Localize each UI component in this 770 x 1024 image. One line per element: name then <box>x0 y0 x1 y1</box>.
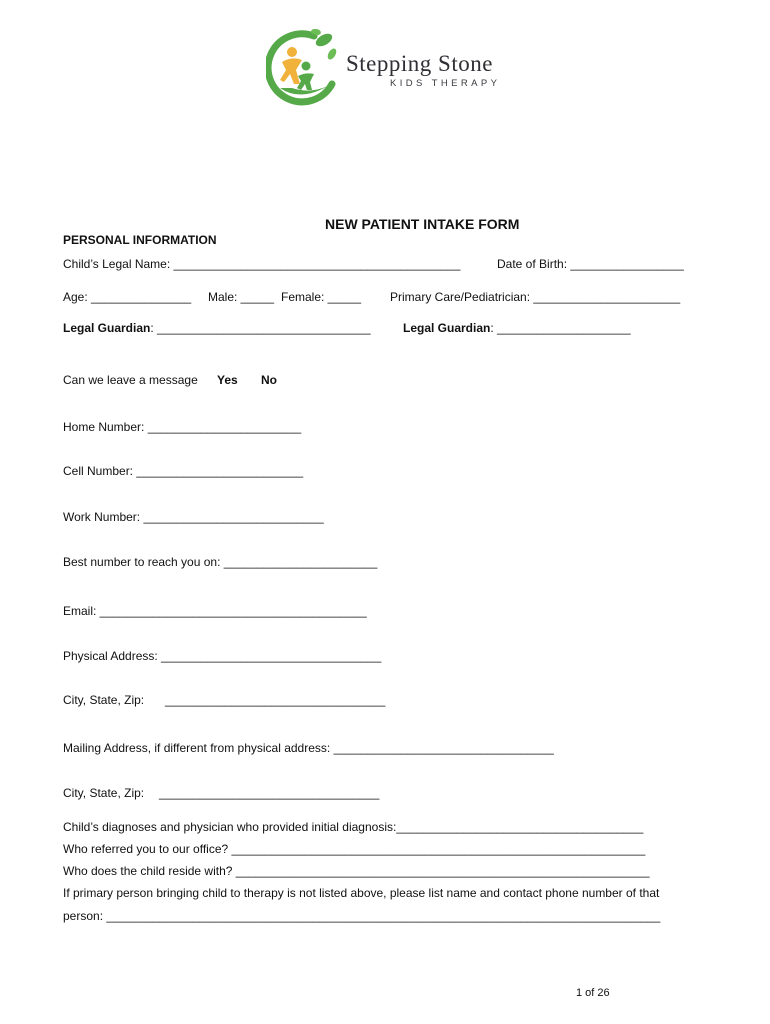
section-heading: PERSONAL INFORMATION <box>63 233 217 247</box>
legal-guardian-1-label: Legal Guardian <box>63 321 151 335</box>
physical-address-field[interactable]: Physical Address: _________________________________ <box>63 649 382 663</box>
best-number-field[interactable]: Best number to reach you on: _______________________ <box>63 555 378 569</box>
leave-message-no-option[interactable]: No <box>261 373 277 387</box>
primary-person-text: If primary person bringing child to therapy is not listed above, please list name and contact phone number of that <box>63 886 660 900</box>
page-number: 1 of 26 <box>576 987 610 999</box>
city-state-zip-1-label: City, State, Zip: <box>63 693 145 707</box>
work-number-field[interactable]: Work Number: ___________________________ <box>63 510 324 524</box>
email-field[interactable]: Email: ________________________________________ <box>63 604 367 618</box>
legal-guardian-1-field[interactable] <box>63 321 371 335</box>
female-field[interactable]: Female: _____ <box>281 290 362 304</box>
stepping-stone-logo-icon <box>266 28 342 106</box>
legal-guardian-2-field[interactable] <box>403 321 631 335</box>
leave-message-question: Can we leave a message <box>63 373 198 387</box>
logo <box>266 28 556 108</box>
cell-number-field[interactable]: Cell Number: _________________________ <box>63 464 304 478</box>
age-field[interactable]: Age: _______________ <box>63 290 192 304</box>
legal-guardian-2-label: Legal Guardian <box>403 321 491 335</box>
brand-name: Stepping Stone <box>346 51 493 76</box>
leave-message-yes-option[interactable]: Yes <box>217 373 238 387</box>
male-field[interactable]: Male: _____ <box>208 290 275 304</box>
home-number-field[interactable]: Home Number: _______________________ <box>63 420 302 434</box>
brand-tagline: KIDS THERAPY <box>390 78 501 89</box>
legal-guardian-1-blank: : ________________________________ <box>150 321 371 335</box>
city-state-zip-2-label: City, State, Zip: <box>63 786 145 800</box>
referred-field[interactable]: Who referred you to our office? ______________________________________________________________ <box>63 842 646 856</box>
city-state-zip-2-field[interactable]: _________________________________ <box>159 786 380 800</box>
childs-legal-name-field[interactable]: Child’s Legal Name: ___________________________________________ <box>63 257 461 271</box>
diagnoses-field[interactable]: Child’s diagnoses and physician who provided initial diagnosis:_____________________________________ <box>63 820 644 834</box>
legal-guardian-2-blank: : ____________________ <box>490 321 631 335</box>
primary-person-field[interactable]: person: ___________________________________________________________________________________ <box>63 909 661 923</box>
mailing-address-field[interactable]: Mailing Address, if different from physical address: _________________________________ <box>63 741 554 755</box>
primary-care-field[interactable]: Primary Care/Pediatrician: ______________________ <box>390 290 681 304</box>
city-state-zip-1-field[interactable]: _________________________________ <box>165 693 386 707</box>
reside-with-field[interactable]: Who does the child reside with? ______________________________________________________________ <box>63 864 650 878</box>
date-of-birth-field[interactable]: Date of Birth: _________________ <box>497 257 684 271</box>
form-title: NEW PATIENT INTAKE FORM <box>325 216 520 232</box>
